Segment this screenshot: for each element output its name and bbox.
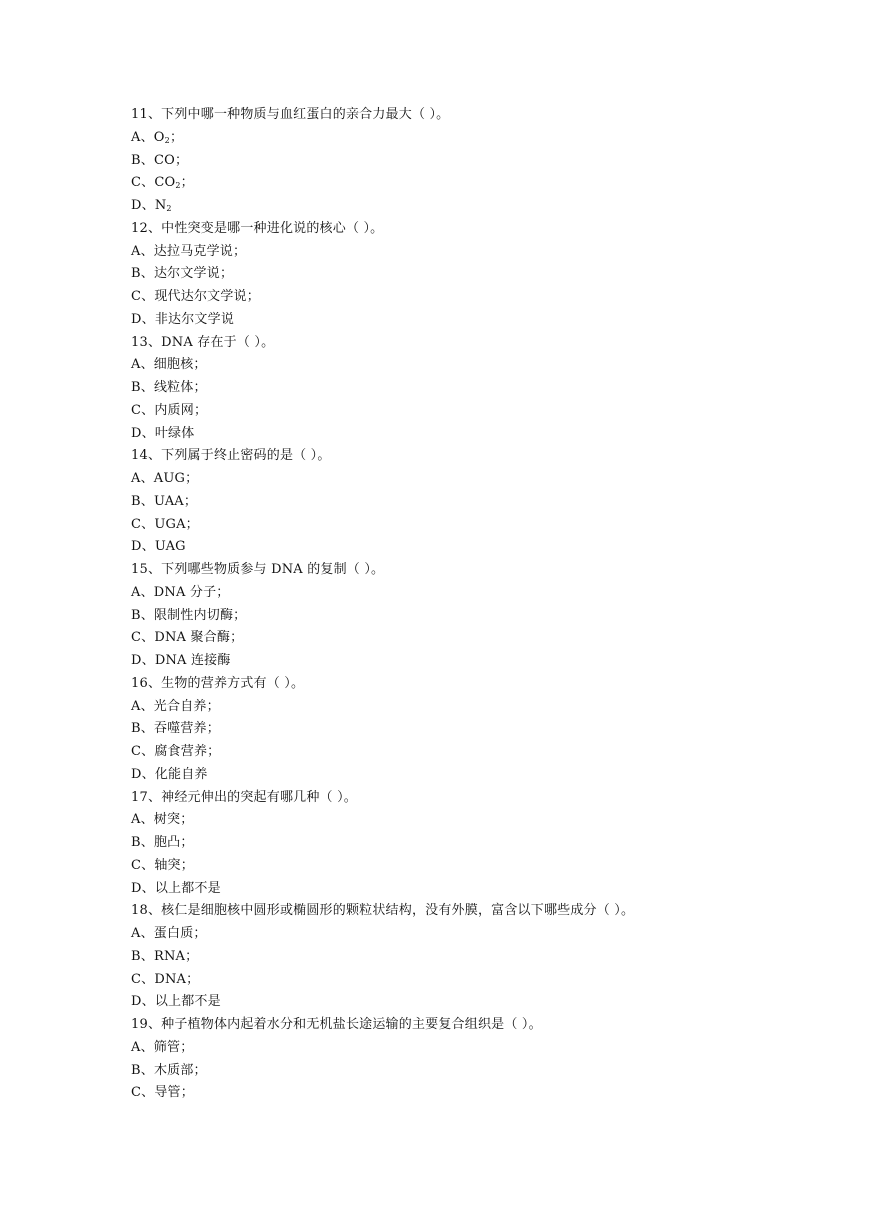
option-c: C、现代达尔文学说； <box>131 289 260 304</box>
question-stem: 11、下列中哪一种物质与血红蛋白的亲合力最大（ ）。 <box>131 107 450 122</box>
question-stem: 15、下列哪些物质参与 DNA 的复制（ ）。 <box>131 562 385 577</box>
question-14 <box>131 445 831 559</box>
option-c: C、腐食营养； <box>131 744 221 759</box>
option-c: C、$CO_2$； <box>131 175 194 191</box>
question-stem: 17、神经元伸出的突起有哪几种（ ）。 <box>131 789 357 805</box>
option-a: A、细胞核； <box>131 357 207 373</box>
question-stem: 16、生物的营养方式有（ ）。 <box>131 675 305 691</box>
question-18 <box>131 900 831 1014</box>
option-b: B、线粒体； <box>131 380 207 395</box>
option-a: A、树突； <box>131 812 194 828</box>
option-b: B、限制性内切酶； <box>131 607 247 623</box>
option-b: B、CO； <box>131 152 189 168</box>
question-15 <box>131 559 831 673</box>
option-b: B、UAA； <box>131 493 198 509</box>
option-b: B、达尔文学说； <box>131 266 234 282</box>
question-stem: 19、种子植物体内起着水分和无机盐长途运输的主要复合组织是（ ）。 <box>131 1017 542 1032</box>
option-d: D、UAG <box>131 539 186 555</box>
question-17 <box>131 787 831 901</box>
option-a: A、DNA 分子； <box>131 584 230 600</box>
question-12 <box>131 218 831 332</box>
option-d: D、非达尔文学说 <box>131 311 235 327</box>
question-stem: 12、中性突变是哪一种进化说的核心（ ）。 <box>131 220 384 236</box>
question-stem: 18、核仁是细胞核中圆形或椭圆形的颗粒状结构，没有外膜，富含以下哪些成分（ ）。 <box>131 903 635 919</box>
question-stem: 13、DNA 存在于（ ）。 <box>131 334 275 350</box>
question-19 <box>131 1014 831 1105</box>
question-16 <box>131 673 831 787</box>
question-stem: 14、下列属于终止密码的是（ ）。 <box>131 448 331 464</box>
question-13 <box>131 332 831 446</box>
document-page <box>131 104 831 1105</box>
option-d: D、叶绿体 <box>131 425 195 441</box>
option-a: A、光合自养； <box>131 698 220 714</box>
option-a: A、筛管； <box>131 1039 194 1055</box>
option-a: A、蛋白质； <box>131 926 207 941</box>
option-b: B、木质部； <box>131 1062 207 1078</box>
option-d: D、$N_2$ <box>131 198 172 213</box>
option-d: D、化能自养 <box>131 766 208 782</box>
option-c: C、UGA； <box>131 516 199 532</box>
option-b: B、胞凸； <box>131 835 194 850</box>
question-11 <box>131 104 831 218</box>
option-a: A、达拉马克学说； <box>131 243 247 259</box>
option-a: A、$O_2$； <box>131 129 184 145</box>
option-c: C、DNA； <box>131 971 200 987</box>
option-c: C、内质网； <box>131 402 208 418</box>
option-b: B、吞噬营养； <box>131 721 220 737</box>
option-b: B、RNA； <box>131 948 199 964</box>
option-d: D、以上都不是 <box>131 994 221 1010</box>
option-d: D、以上都不是 <box>131 880 221 896</box>
option-a: A、AUG； <box>131 471 199 486</box>
option-d: D、DNA 连接酶 <box>131 653 231 668</box>
option-c: C、轴突； <box>131 857 194 873</box>
option-c: C、DNA 聚合酶； <box>131 630 244 646</box>
option-c: C、导管； <box>131 1085 194 1101</box>
